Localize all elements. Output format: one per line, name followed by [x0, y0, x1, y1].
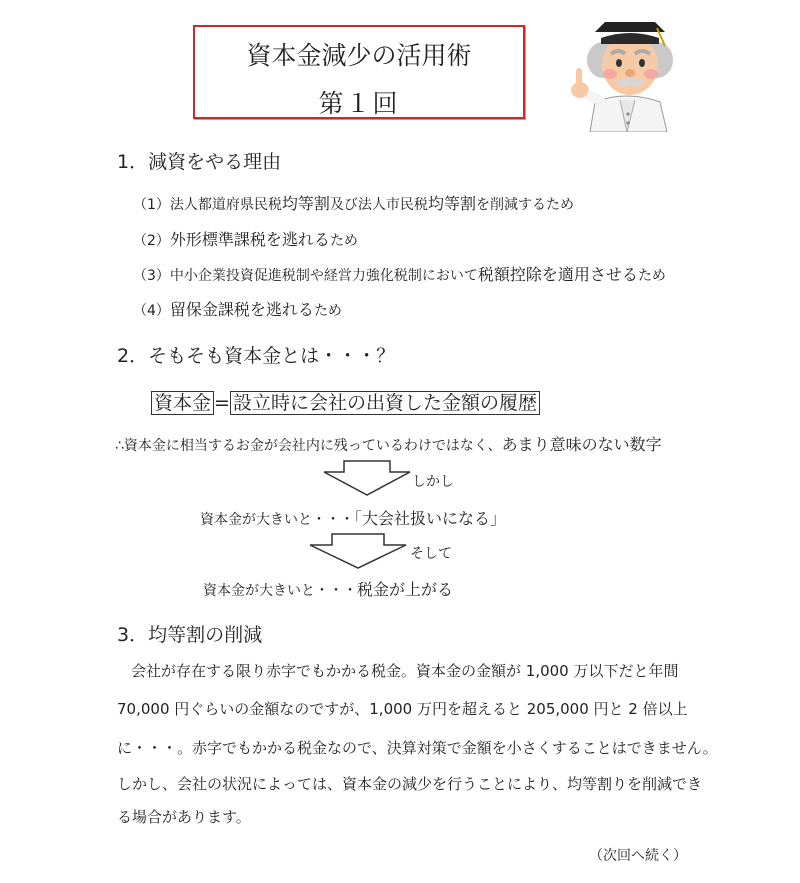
reason-item-number: （3） — [133, 268, 170, 284]
page-title: 資本金減少の活用術 — [246, 41, 472, 70]
arrow1-label: しかし — [412, 474, 454, 490]
reason-text: ため — [329, 233, 358, 249]
therefore-line — [115, 432, 662, 455]
body-line-4: しかし、会社の状況によっては、資本金の減少を行うことにより、均等割りを削減でき — [117, 775, 703, 793]
page-subtitle: 第１回 — [318, 89, 400, 118]
reason-text: を削減するため — [475, 197, 574, 213]
step1-text: 資本金が大きいと・・・ — [200, 512, 354, 528]
down-arrow-icon — [322, 460, 412, 496]
reason-emphasis: 均等割 — [281, 194, 330, 213]
step1-emphasis: 「大会社扱いになる」 — [354, 509, 507, 528]
section1-heading: 1．減資をやる理由 — [117, 151, 282, 173]
reason-item-2 — [133, 227, 358, 250]
body-line-3: に・・・。赤字でもかかる税金なので、決算対策で金額を小さくすることはできません。 — [117, 739, 718, 757]
arrow2-label: そして — [410, 546, 452, 562]
continued-note: （次回へ続く） — [589, 848, 687, 864]
body-line-2: 70,000 円ぐらいの金額なのですが、1,000 万円を超えると 205,000 円と 2 倍以上 — [117, 700, 688, 718]
reason-item-4 — [133, 297, 342, 320]
section2-heading: 2．そもそも資本金とは・・・？ — [117, 345, 396, 367]
equals-sign: = — [214, 392, 230, 414]
reason-text: 中小企業投資促進税制や経営力強化税制において — [169, 268, 478, 284]
reason-item-1 — [133, 191, 574, 214]
reason-item-number: （2） — [133, 233, 170, 249]
professor-illustration — [565, 10, 685, 132]
definition-box: 設立時に会社の出資した金額の履歴 — [230, 391, 540, 415]
reason-text: 法人都道府県民税 — [169, 197, 282, 213]
step2-line — [203, 577, 453, 600]
reason-text: ため — [313, 303, 342, 319]
step1-line — [200, 506, 506, 529]
reason-emphasis: 留保金課税を逃れる — [169, 300, 314, 319]
reason-item-3 — [133, 262, 666, 285]
therefore-text: ∴資本金に相当するお金が会社内に残っているわけではなく、 — [115, 438, 502, 454]
therefore-emphasis: あまり意味のない数字 — [501, 435, 662, 454]
reason-text: 及び法人市民税 — [329, 197, 428, 213]
reason-item-number: （1） — [133, 197, 170, 213]
body-line-5: る場合があります。 — [117, 808, 251, 826]
reason-emphasis: 均等割 — [427, 194, 476, 213]
section3-heading: 3．均等割の削減 — [117, 624, 263, 646]
reason-emphasis: 税額控除を適用させる — [477, 265, 638, 284]
down-arrow-icon — [308, 533, 408, 569]
step2-emphasis: 税金が上がる — [357, 580, 454, 599]
reason-text: ため — [637, 268, 666, 284]
reason-emphasis: 外形標準課税を逃れる — [169, 230, 330, 249]
definition-line — [151, 388, 540, 415]
step2-text: 資本金が大きいと・・・ — [203, 583, 357, 599]
body-line-1: 会社が存在する限り赤字でもかかる税金。資本金の金額が 1,000 万以下だと年間 — [131, 662, 679, 680]
term-box: 資本金 — [151, 391, 214, 415]
reason-item-number: （4） — [133, 303, 170, 319]
